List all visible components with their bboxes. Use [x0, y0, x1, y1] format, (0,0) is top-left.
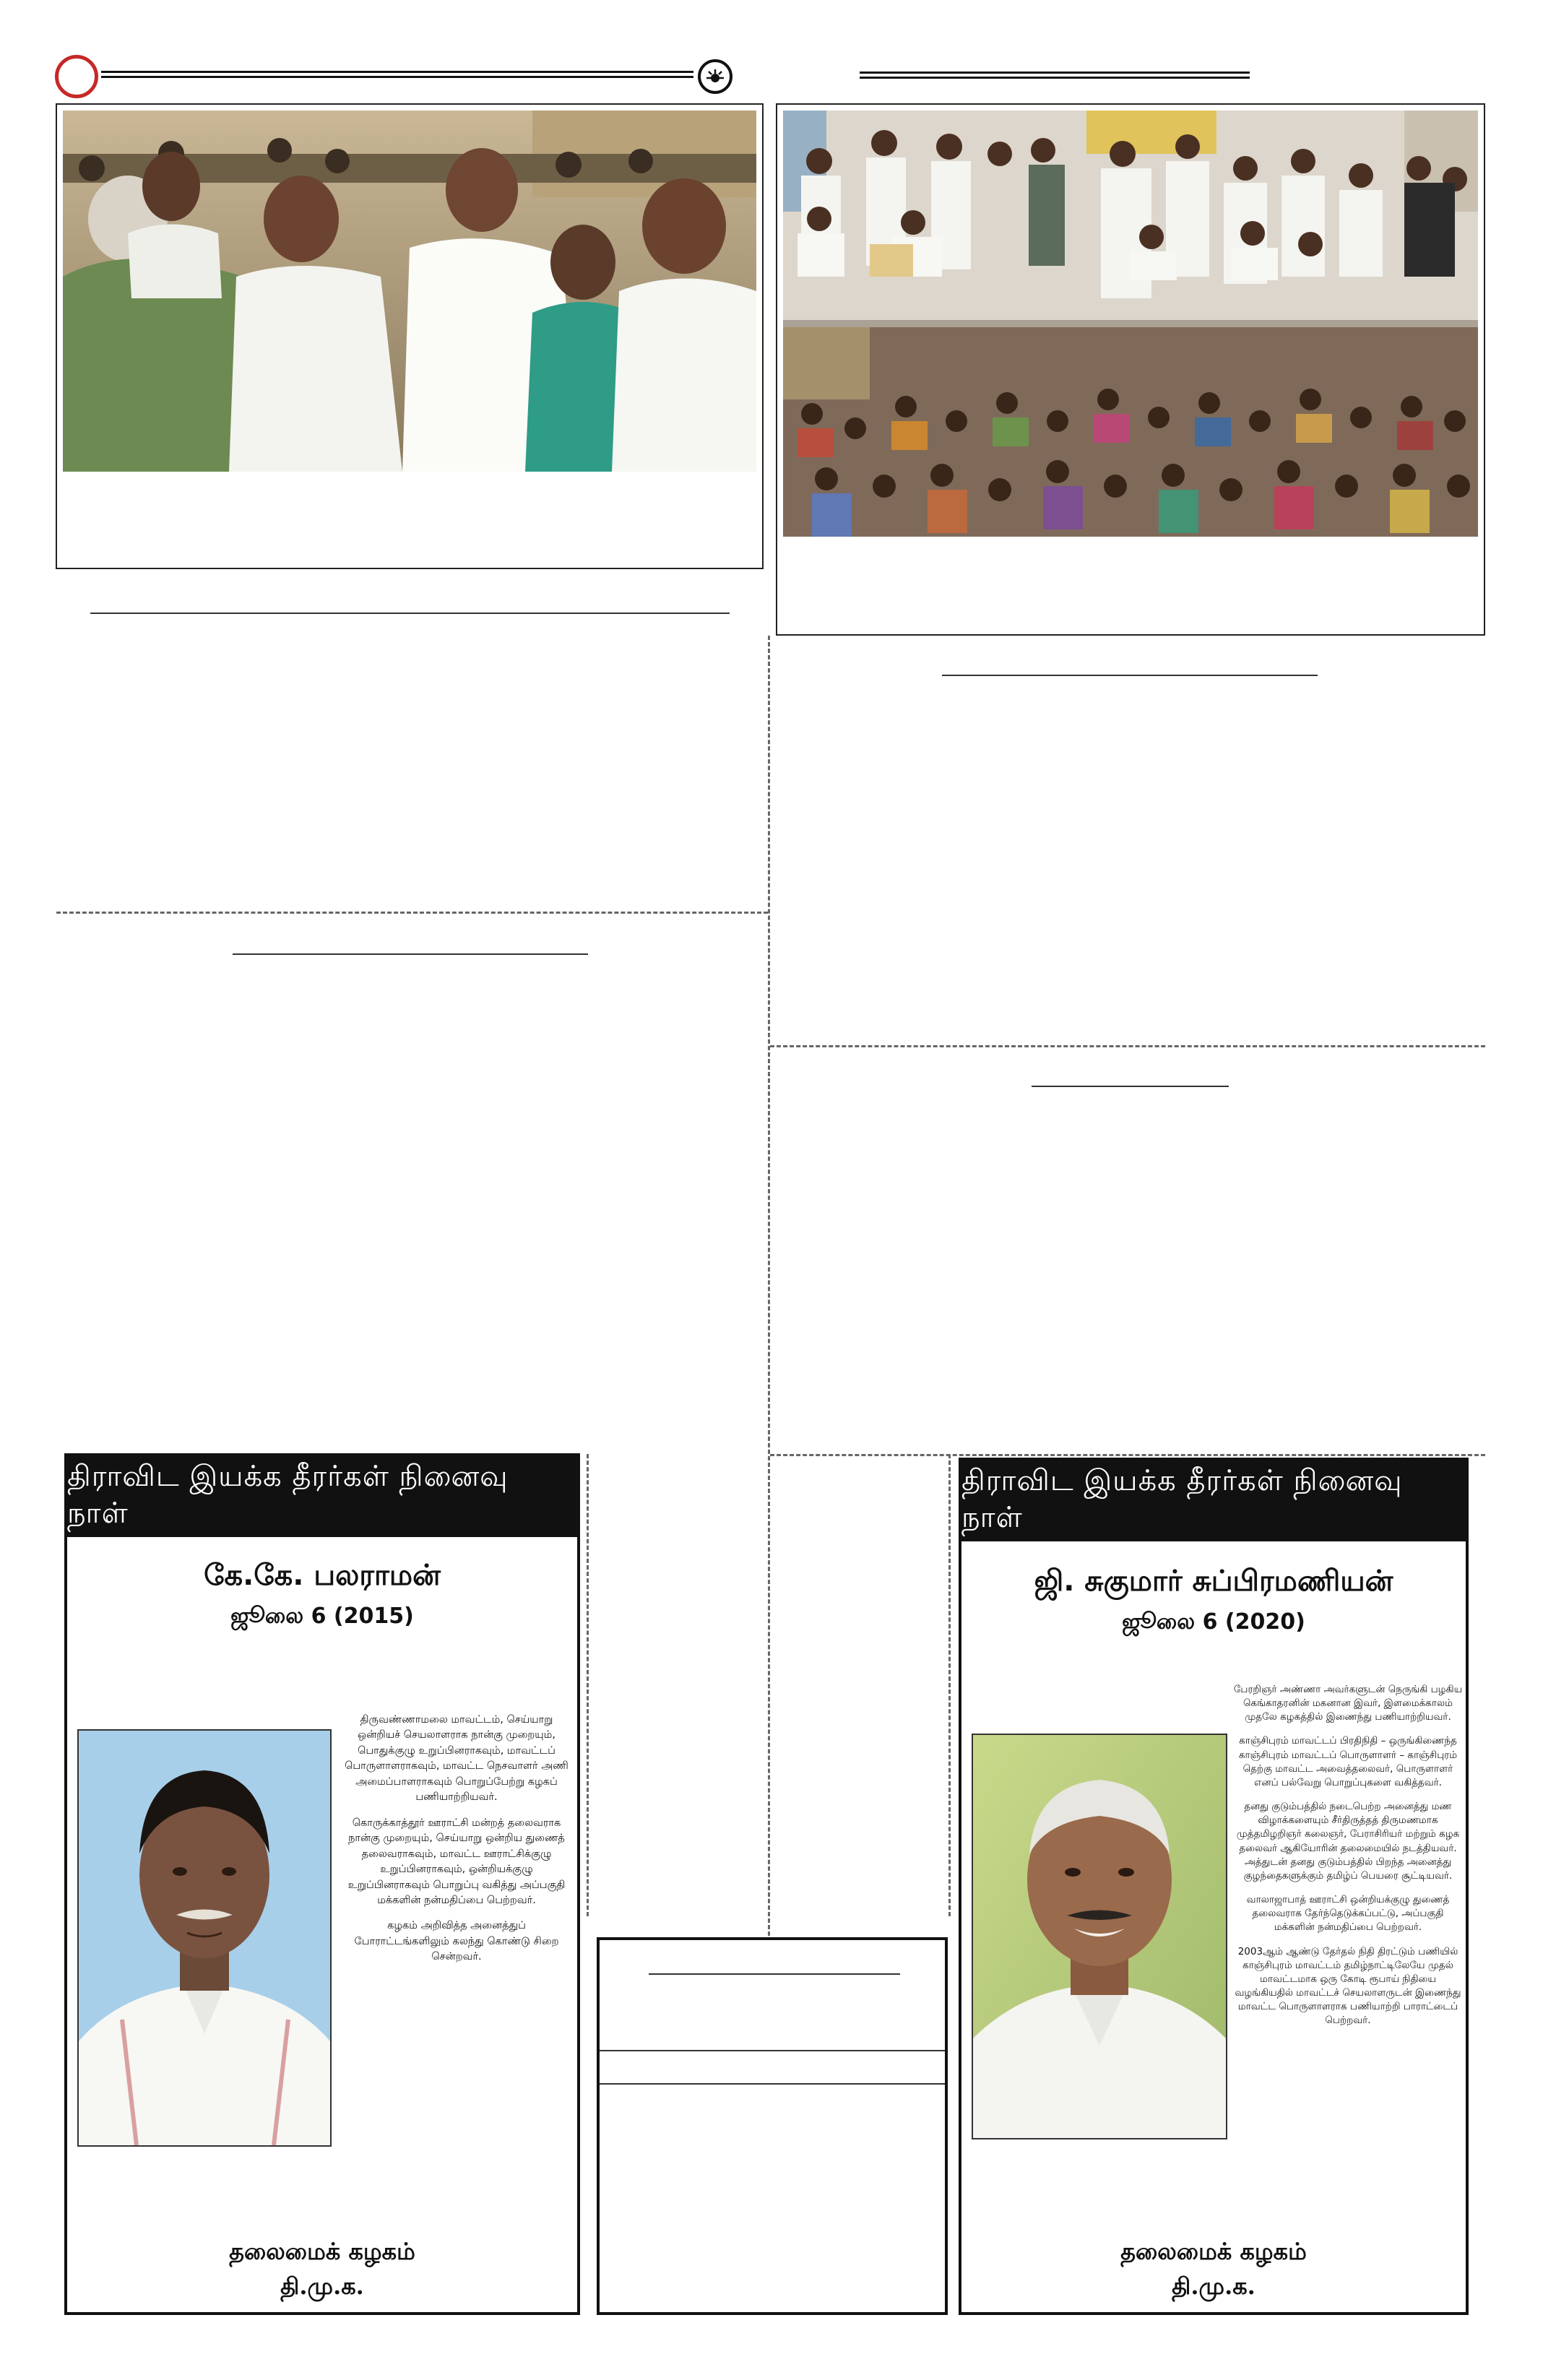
headline-rule: [1032, 1086, 1229, 1087]
memorial-footer-party: தி.மு.க.: [280, 2272, 364, 2300]
photo-frame-left: [56, 103, 764, 569]
section-separator: [770, 1045, 1485, 1047]
notice-box-divider: [600, 2050, 945, 2051]
headline-rule: [942, 675, 1318, 676]
section-separator: [56, 912, 768, 914]
memorial-name: கே.கே. பலராமன்: [204, 1559, 441, 1592]
photo-frame-right: [776, 103, 1485, 636]
memorial-date: ஜூலை 6 (2015): [230, 1604, 414, 1629]
memorial-box-right: [959, 1458, 1469, 2315]
memorial-banner: திராவிட இயக்க தீரர்கள் நினைவு நாள்: [67, 1456, 577, 1537]
headline-rule: [90, 613, 730, 614]
memorial-bio-paragraph: தனது குடும்பத்தில் நடைபெற்ற அனைத்து மண விழாக்களையும் சீர்திருத்தத் திருமணமாக முத்தமிழறிஞர் கலைஞர், பேராசிரியர் மற்றும் கழக தலைவர் ஆகியோரின் தலைமையில் நடத்தியவர். அத்துடன் தனது குடும்பத்தில் பிறந்த அனைத்து குழந்தைகளுக்கும் தமிழ்ப் பெயரை சூட்டியவர்.: [1236, 1801, 1460, 1882]
column-separator: [948, 1454, 951, 1916]
photo-public-meeting: [783, 111, 1478, 537]
memorial-bio-paragraph: 2003ஆம் ஆண்டு தேர்தல் நிதி திரட்டும் பணியில் காஞ்சிபுரம் மாவட்டம் தமிழ்நாட்டிலேயே முதல் மாவட்டமாக ஒரு கோடி ரூபாய் நிதியை வழங்கியதில் மாவட்டச் செயலாளருடன் இணைந்து மாவட்ட பொருளாளராக பணியாற்றி பாராட்டைப் பெற்றவர்.: [1235, 1945, 1461, 2027]
notice-box: [597, 1937, 948, 2315]
memorial-bio-paragraph: பேரறிஞர் அண்ணா அவர்களுடன் நெருங்கி பழகிய கெங்காதரனின் மகனான இவர், இளமைக்காலம் முதலே கழகத்தில் இணைந்து பணியாற்றியவர்.: [1233, 1684, 1463, 1723]
portrait-photo: [77, 1729, 332, 2147]
memorial-bio-paragraph: வாலாஜாபாத் ஊராட்சி ஒன்றியக்குழு துணைத் தலைவராக தேர்ந்தெடுக்கப்பட்டு, அப்பகுதி மக்களின் நன்மதிப்பை பெற்றவர்.: [1246, 1894, 1450, 1934]
memorial-bio-paragraph: திருவண்ணாமலை மாவட்டம், செய்யாறு ஒன்றியச் செயலாளராக நான்கு முறையும், பொதுக்குழு உறுப்பினராகவும், மாவட்டப் பொருளாளராகவும், மாவட்ட நெசவாளர் அணி அமைப்பாளராகவும் பொறுப்பேற்று கழகப் பணியாற்றியவர்.: [345, 1714, 569, 1804]
memorial-bio-paragraph: கொருக்காத்தூர் ஊராட்சி மன்றத் தலைவராக நான்கு முறையும், செய்யாறு ஒன்றிய துணைத் தலைவராகவும், மாவட்ட ஊராட்சிக்குழு உறுப்பினராகவும், ஒன்றியக்குழு உறுப்பினராகவும் பொறுப்பு வகித்து அப்பகுதி மக்களின் நன்மதிப்பை பெற்றவர்.: [347, 1817, 566, 1906]
column-separator: [768, 636, 770, 1936]
notice-box-divider: [600, 2083, 945, 2085]
notice-box-rule: [649, 1973, 900, 1975]
memorial-bio: [339, 1713, 574, 1976]
memorial-footer-org: தலைமைக் கழகம்: [1120, 2238, 1307, 2265]
party-emblem-icon: [698, 59, 732, 94]
memorial-box-left: [64, 1453, 580, 2315]
photo-leaders-greeting: [63, 111, 756, 472]
memorial-banner: திராவிட இயக்க தீரர்கள் நினைவு நாள்: [961, 1461, 1466, 1541]
memorial-bio-paragraph: கழகம் அறிவித்த அனைத்துப் போராட்டங்களிலும் கலந்து கொண்டு சிறை சென்றவர்.: [354, 1920, 559, 1963]
memorial-footer-org: தலைமைக் கழகம்: [229, 2238, 415, 2265]
memorial-bio: [1232, 1683, 1464, 2038]
memorial-name: ஜி. சுகுமார் சுப்பிரமணியன்: [1034, 1565, 1393, 1598]
memorial-bio-paragraph: காஞ்சிபுரம் மாவட்டப் பிரதிநிதி – ஒருங்கிணைந்த காஞ்சிபுரம் மாவட்டப் பொருளாளர் – காஞ்சிபுரம் தெற்கு மாவட்ட அவைத்தலைவர், பொருளாளர் எனப் பல்வேறு பொறுப்புகளை வகித்தவர்.: [1238, 1735, 1458, 1788]
page-number-circle: [55, 55, 98, 98]
section-separator: [770, 1454, 1485, 1456]
memorial-date: ஜூலை 6 (2020): [1122, 1609, 1305, 1635]
headline-rule: [233, 953, 588, 955]
portrait-photo: [972, 1734, 1227, 2139]
column-separator: [587, 1454, 589, 1916]
header-rule: [101, 71, 693, 78]
header-rule-right: [860, 72, 1250, 79]
memorial-footer-party: தி.மு.க.: [1172, 2272, 1255, 2300]
